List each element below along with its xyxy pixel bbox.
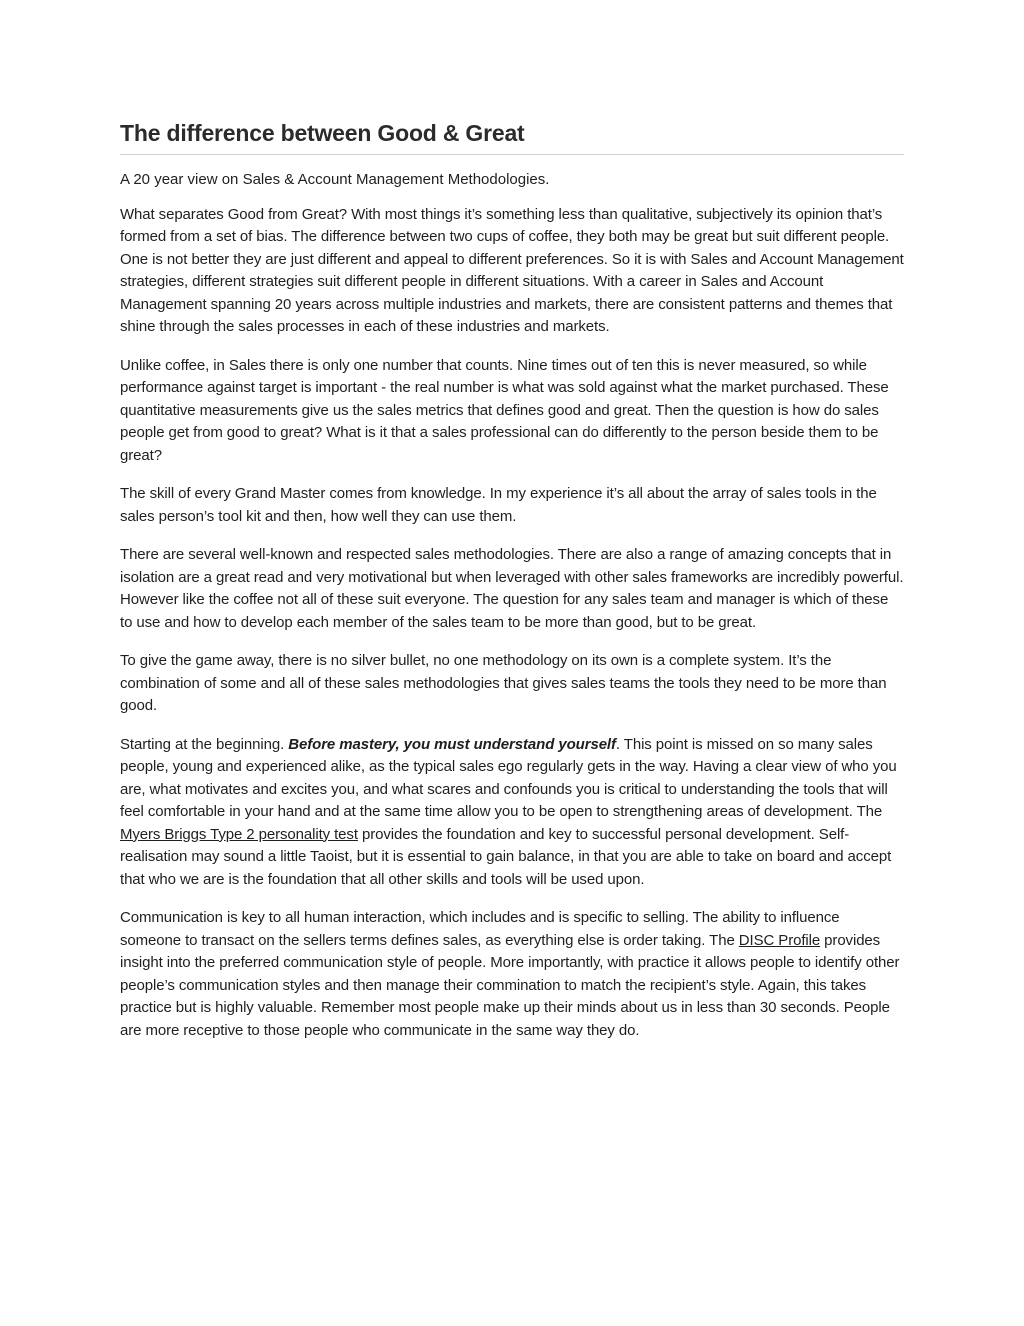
paragraph-4: There are several well-known and respected sales methodologies. There are also a range of amazing concepts that in isolation are a great read and very motivational but when leveraged with other sales frameworks are incredibly powerful. However like the coffee not all of these suit everyone. The question for any sales team and manager is which of these to use and how to develop each member of the sales team to be more than good, but to be great. [120, 546, 904, 631]
paragraph-5: To give the game away, there is no silver bullet, no one methodology on its own is a complete system. It’s the combination of some and all of these sales methodologies that gives sales teams the tools they need to be more than good. [120, 652, 887, 714]
paragraph-2: Unlike coffee, in Sales there is only one number that counts. Nine times out of ten this is never measured, so while performance against target is important - the real number is what was sold against what the market purchased. These quantitative measurements give us the sales metrics that defines good and great. Then the question is how do sales people get from good to great? What is it that a sales professional can do differently to the person beside them to be great? [120, 356, 889, 464]
paragraph-6-tail: provides the foundation and key to successful personal development. Self-realisation may sound a little Taoist, but it is essential to gain balance, in that you are able to take on board and accept that who we are is the foundation that all other skills and tools will be used upon. [120, 825, 892, 888]
disc-profile-link[interactable]: DISC Profile [738, 931, 821, 949]
paragraph-7-tail: provides insight into the preferred communication style of people. More importantly, with practice it allows people to identify other people’s communication styles and then manage their commination to match the recipient’s style. Again, this takes practice but is highly valuable. Remember most people make up their minds about us in less than 30 seconds. People are more receptive to those people who communicate in the same way they do. [120, 931, 900, 1039]
paragraph-6-lead: Starting at the beginning. [120, 735, 289, 753]
paragraph-7 [120, 907, 904, 1042]
document-title: The difference between Good & Great [120, 120, 904, 155]
myers-briggs-link[interactable]: Myers Briggs Type 2 personality test [120, 825, 358, 843]
paragraph-6 [120, 734, 904, 892]
paragraph-1: What separates Good from Great? With most things it’s something less than qualitative, subjectively its opinion that’s formed from a set of bias. The difference between two cups of coffee, they both may be great but suit different people. One is not better they are just different and appeal to different preferences. So it is with Sales and Account Management strategies, different strategies suit different people in different situations. With a career in Sales and Account Management spanning 20 years across multiple industries and markets, there are consistent patterns and themes that shine through the sales processes in each of these industries and markets. [120, 205, 904, 335]
paragraph-6-middle: . This point is missed on so many sales people, young and experienced alike, as the typical sales ego regularly gets in the way. Having a clear view of who you are, what motivates and excites you, and what scares and confounds you is critical to understanding the tools that will feel comfortable in your hand and at the same time allow you to be open to strengthening areas of development. The [120, 735, 897, 820]
paragraph-7-lead: Communication is key to all human interaction, which includes and is specific to selling. The ability to influence someone to transact on the sellers terms defines sales, as everything else is order taking. The [120, 909, 840, 949]
document-subtitle: A 20 year view on Sales & Account Management Methodologies. [120, 171, 550, 188]
document-page [120, 120, 904, 1042]
paragraph-3: The skill of every Grand Master comes from knowledge. In my experience it’s all about the array of sales tools in the sales person’s tool kit and then, how well they can use them. [120, 485, 877, 525]
paragraph-6-emphasis: Before mastery, you must understand yourself [288, 735, 616, 753]
